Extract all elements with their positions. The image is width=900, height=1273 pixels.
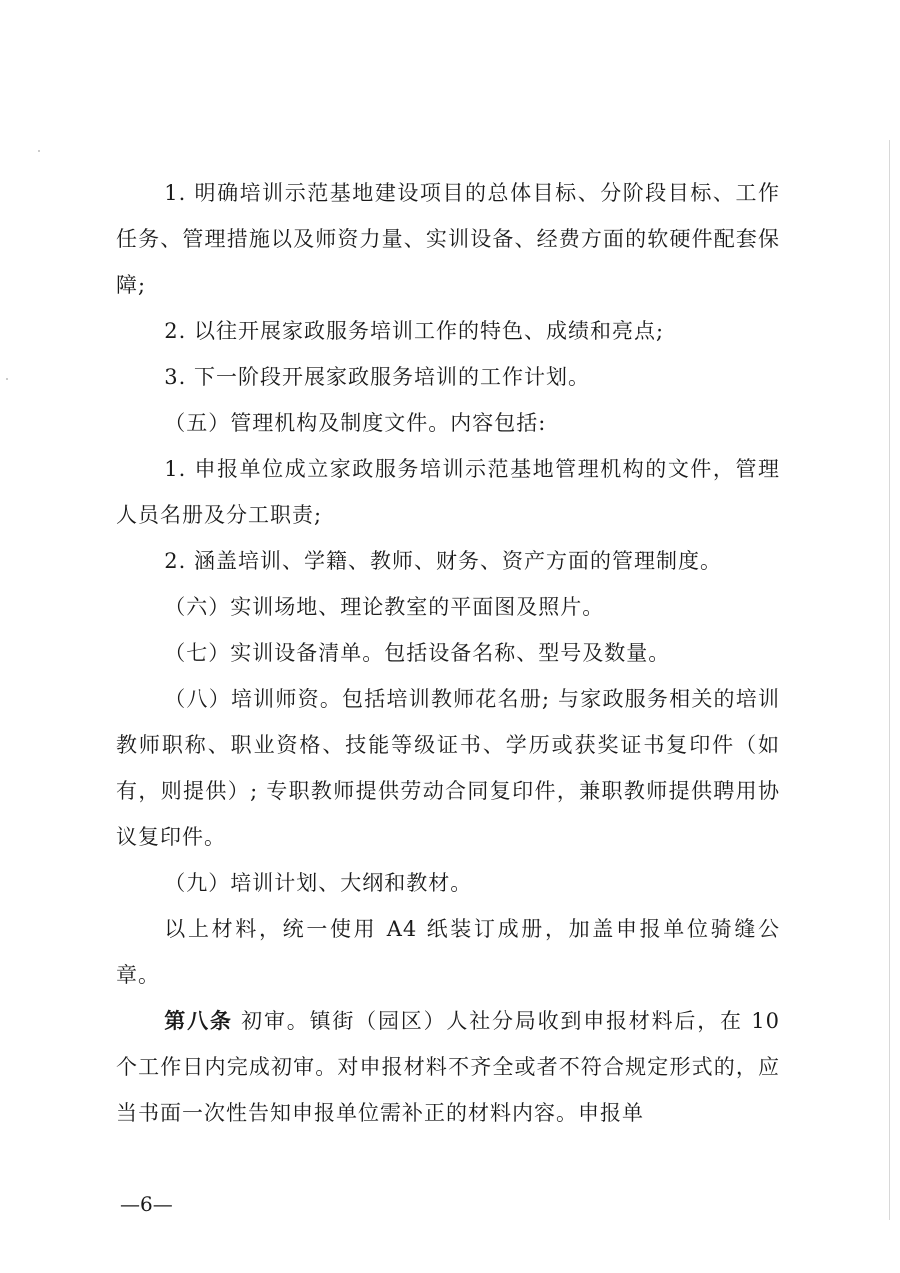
section-heading-teachers: （八）培训师资。包括培训教师花名册; 与家政服务相关的培训教师职称、职业资格、技能等级证书、学历或获奖证书复印件（如有，则提供）; 专职教师提供劳动合同复印件，兼职教师提供聘用协议复印件。: [116, 687, 780, 849]
body-text: [116, 170, 780, 1136]
paragraph-next-plan: 3. 下一阶段开展家政服务培训的工作计划。: [164, 365, 591, 389]
section-heading-management: （五）管理机构及制度文件。内容包括:: [164, 411, 547, 435]
article-heading: 第八条: [164, 1009, 233, 1033]
paragraph-management-body: 1. 申报单位成立家政服务培训示范基地管理机构的文件，管理人员名册及分工职责;: [116, 457, 780, 527]
article-body: 初审。镇街（园区）人社分局收到申报材料后，在 10 个工作日内完成初审。对申报材料不齐全或者不符合规定形式的，应当书面一次性告知申报单位需补正的材料内容。申报单: [116, 1009, 780, 1125]
scan-edge-line: [889, 140, 890, 1220]
section-heading-venues: （六）实训场地、理论教室的平面图及照片。: [164, 595, 605, 619]
paragraph-objectives: 1. 明确培训示范基地建设项目的总体目标、分阶段目标、工作任务、管理措施以及师资力量、实训设备、经费方面的软硬件配套保障;: [116, 181, 780, 297]
paragraph-management-rules: 2. 涵盖培训、学籍、教师、财务、资产方面的管理制度。: [164, 549, 723, 573]
section-heading-equipment: （七）实训设备清单。包括设备名称、型号及数量。: [164, 641, 671, 665]
article-eight: [116, 998, 780, 1136]
scan-speck: [38, 150, 40, 152]
section-heading-curriculum: （九）培训计划、大纲和教材。: [164, 871, 473, 895]
paragraph-achievements: 2. 以往开展家政服务培训工作的特色、成绩和亮点;: [164, 319, 665, 343]
page-number: —6—: [120, 1192, 173, 1216]
scan-speck: [6, 378, 8, 380]
paragraph-binding-note: 以上材料，统一使用 A4 纸装订成册，加盖申报单位骑缝公章。: [116, 917, 780, 987]
